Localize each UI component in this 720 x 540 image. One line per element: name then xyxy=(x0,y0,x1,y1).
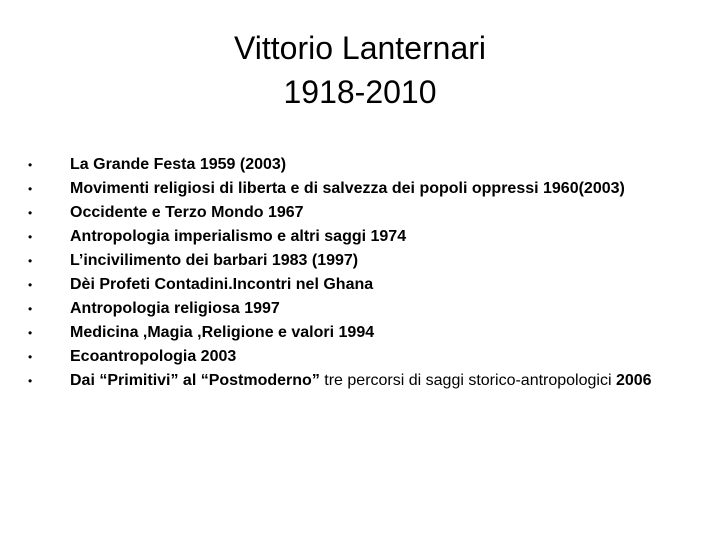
item-text: Ecoantropologia 2003 xyxy=(70,348,237,365)
item-text: L’incivilimento dei barbari 1983 (1997) xyxy=(70,252,359,269)
bullet-icon: • xyxy=(28,278,33,292)
list-item xyxy=(28,369,688,393)
bullet-icon: • xyxy=(28,182,33,196)
list-item xyxy=(28,201,688,225)
bullet-icon: • xyxy=(28,326,33,340)
list-item xyxy=(28,249,688,273)
list-item xyxy=(28,153,688,177)
item-text: Occidente e Terzo Mondo 1967 xyxy=(70,204,304,221)
bullet-icon: • xyxy=(28,350,33,364)
list-item xyxy=(28,321,688,345)
bullet-icon: • xyxy=(28,254,33,268)
item-text-year: 2006 xyxy=(611,372,652,389)
item-text-normal: tre percorsi di saggi storico-antropologici xyxy=(319,372,612,389)
bullet-icon: • xyxy=(28,230,33,244)
list-item xyxy=(28,225,688,249)
item-text: La Grande Festa 1959 (2003) xyxy=(70,156,287,173)
item-text-bold: Dai “Primitivi” al “Postmoderno” xyxy=(70,372,320,389)
bullet-icon: • xyxy=(28,302,33,316)
slide-title xyxy=(0,26,720,114)
bullet-icon: • xyxy=(28,374,33,388)
bullet-icon: • xyxy=(28,158,33,172)
item-text: Dèi Profeti Contadini.Incontri nel Ghana xyxy=(70,276,374,293)
item-text: Antropologia imperialismo e altri saggi 1974 xyxy=(70,228,407,245)
title-years: 1918-2010 xyxy=(283,74,437,110)
list-item xyxy=(28,345,688,369)
list-item xyxy=(28,177,688,201)
list-item xyxy=(28,297,688,321)
bullet-icon: • xyxy=(28,206,33,220)
item-text: Medicina ,Magia ,Religione e valori 1994 xyxy=(70,324,375,341)
list-item xyxy=(28,273,688,297)
title-name: Vittorio Lanternari xyxy=(234,30,486,66)
item-text: Movimenti religiosi di liberta e di salvezza dei popoli oppressi 1960(2003) xyxy=(70,180,625,197)
item-text: Antropologia religiosa 1997 xyxy=(70,300,280,317)
bibliography-list xyxy=(28,153,688,393)
